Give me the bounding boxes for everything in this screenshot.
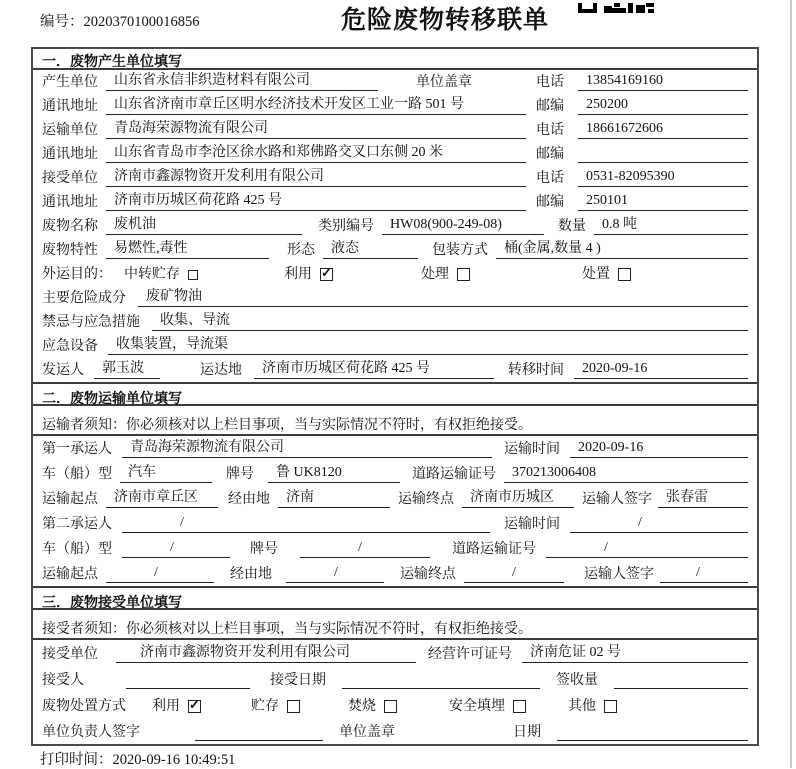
option-utilize: 利用 <box>152 699 180 714</box>
row-emergency-equipment <box>33 334 757 358</box>
quantity-value: 0.8 吨 <box>594 213 748 235</box>
serial-value: 2020370100016856 <box>83 14 200 30</box>
option-landfill: 安全填埋 <box>449 699 505 714</box>
address-value: 山东省济南市章丘区明水经济技术开发区工业一路 501 号 <box>106 93 526 115</box>
destination-value: 济南市历城区荷花路 425 号 <box>254 357 494 379</box>
checkbox-utilize <box>320 268 333 281</box>
zip-value <box>578 161 748 163</box>
option-dispose: 处置 <box>582 267 610 282</box>
route-via-value: 济南 <box>278 486 390 508</box>
accept-unit-label: 接受单位 <box>42 647 98 662</box>
waste-name-label: 废物名称 <box>42 219 98 234</box>
address-value: 山东省青岛市李沧区徐水路和郑佛路交叉口东侧 20 米 <box>106 141 526 163</box>
row-vehicle2 <box>33 536 757 561</box>
producer-value: 山东省永信非织造材料有限公司 <box>106 69 378 91</box>
row-route1 <box>33 486 757 511</box>
section2-header: 二．废物运输单位填写 <box>33 382 757 406</box>
acceptor-value <box>126 687 250 689</box>
packing-label: 包装方式 <box>432 243 488 258</box>
route-start-value: 济南市章丘区 <box>106 486 218 508</box>
checkbox-incinerate <box>384 700 397 713</box>
row-receiver-address <box>33 190 757 214</box>
phone-label: 电话 <box>536 171 564 186</box>
row-waste-name <box>33 214 757 238</box>
destination-label: 运达地 <box>200 363 242 378</box>
unit-seal-label: 单位盖章 <box>339 725 395 740</box>
option-utilize: 利用 <box>284 267 312 282</box>
hazard-label: 主要危险成分 <box>42 291 126 306</box>
row-carrier2 <box>33 511 757 536</box>
acceptor-label: 接受人 <box>42 673 84 688</box>
carrier2-value: / <box>122 515 490 533</box>
transfer-time-value: 2020-09-16 <box>574 361 748 379</box>
traits-label: 废物特性 <box>42 243 98 258</box>
license-value: 济南危证 02 号 <box>522 641 748 663</box>
route-start-value: / <box>106 565 214 583</box>
print-time <box>40 748 235 769</box>
row-transfer-purpose <box>33 262 757 286</box>
packing-value: 桶(金属,数量 4 ) <box>496 237 748 259</box>
checkbox-store <box>287 700 300 713</box>
section3-notice: 接受者须知：你必须核对以上栏目事项，当与实际情况不符时，有权拒绝接受。 <box>33 610 757 640</box>
right-column <box>536 95 748 115</box>
quantity-label: 数量 <box>558 219 586 234</box>
disposal-label: 废物处置方式 <box>42 699 126 714</box>
road-permit-value: / <box>546 540 748 558</box>
form-label: 形态 <box>287 243 315 258</box>
print-time-value: 2020-09-16 10:49:51 <box>112 752 236 768</box>
transporter-label: 运输单位 <box>42 123 98 138</box>
traits-value: 易燃性,毒性 <box>106 237 269 259</box>
checkbox-transit-storage <box>188 270 198 280</box>
right-column <box>536 71 748 91</box>
hazardous-waste-transfer-form <box>31 47 759 746</box>
carrier1-label: 第一承运人 <box>42 442 112 457</box>
route-end-value: / <box>464 565 564 583</box>
row-producer-address <box>33 94 757 118</box>
plate-value: 鲁 UK8120 <box>268 461 400 483</box>
license-label: 经营许可证号 <box>428 647 512 662</box>
row-route2 <box>33 561 757 586</box>
section2-notice: 运输者须知：你必须核对以上栏目事项，当与实际情况不符时，有权拒绝接受。 <box>33 406 757 436</box>
row-responsible-signature <box>33 718 757 744</box>
row-transporter <box>33 118 757 142</box>
carrier-sign-label: 运输人签字 <box>582 492 652 507</box>
row-vehicle1 <box>33 461 757 486</box>
code-value: HW08(900-249-08) <box>382 217 544 235</box>
vehicle-type-label: 车（船）型 <box>42 542 112 557</box>
taboo-label: 禁忌与应急措施 <box>42 315 140 330</box>
carrier-sign-label: 运输人签字 <box>584 567 654 582</box>
row-carrier1 <box>33 436 757 461</box>
transfer-time-label: 转移时间 <box>508 363 564 378</box>
equipment-label: 应急设备 <box>42 339 98 354</box>
address-value: 济南市历城区荷花路 425 号 <box>106 189 526 211</box>
option-other: 其他 <box>568 699 596 714</box>
taboo-value: 收集、导流 <box>152 309 748 331</box>
transport-time-label: 运输时间 <box>504 517 560 532</box>
row-receiver <box>33 166 757 190</box>
row-acceptor <box>33 666 757 692</box>
row-taboo-measures <box>33 310 757 334</box>
route-start-label: 运输起点 <box>42 492 98 507</box>
date-label: 日期 <box>513 725 541 740</box>
route-via-label: 经由地 <box>230 567 272 582</box>
dispatcher-label: 发运人 <box>42 363 84 378</box>
serial-label: 编号： <box>40 14 84 30</box>
page-title: 危险废物转移联单 <box>340 7 549 34</box>
checkbox-utilize <box>188 700 201 713</box>
row-disposal-method <box>33 692 757 718</box>
address-label: 通讯地址 <box>42 195 98 210</box>
accept-unit-value: 济南市鑫源物资开发利用有限公司 <box>116 641 416 663</box>
zip-value: 250200 <box>578 97 748 115</box>
road-permit-label: 道路运输证号 <box>452 542 536 557</box>
producer-label: 产生单位 <box>42 75 98 90</box>
print-time-label: 打印时间： <box>40 752 113 768</box>
scan-page-edge <box>790 0 792 768</box>
phone-value: 0531-82095390 <box>578 169 748 187</box>
plate-label: 牌号 <box>226 467 254 482</box>
address-label: 通讯地址 <box>42 99 98 114</box>
row-transporter-address <box>33 142 757 166</box>
right-column <box>536 119 748 139</box>
purpose-label: 外运目的： <box>42 267 112 282</box>
transport-time-value: 2020-09-16 <box>570 440 748 458</box>
form-value: 液态 <box>323 237 418 259</box>
receiver-label: 接受单位 <box>42 171 98 186</box>
road-permit-value: 370213006408 <box>504 465 748 483</box>
phone-label: 电话 <box>536 75 564 90</box>
section3-header: 三．废物接受单位填写 <box>33 586 757 610</box>
vehicle-type-value: / <box>122 540 230 558</box>
date-value <box>557 739 748 741</box>
waste-name-value: 废机油 <box>106 213 302 235</box>
row-accept-unit <box>33 640 757 666</box>
route-end-label: 运输终点 <box>400 567 456 582</box>
row-waste-traits <box>33 238 757 262</box>
accept-date-value <box>342 687 540 689</box>
hazard-value: 废矿物油 <box>138 285 748 307</box>
option-store: 贮存 <box>251 699 279 714</box>
receiver-value: 济南市鑫源物资开发利用有限公司 <box>106 165 526 187</box>
code-label: 类别编号 <box>318 219 374 234</box>
transporter-value: 青岛海荣源物流有限公司 <box>106 117 526 139</box>
accept-date-label: 接受日期 <box>270 673 326 688</box>
qr-code-fragment-icon <box>578 0 654 18</box>
route-via-label: 经由地 <box>228 492 270 507</box>
checkbox-other <box>604 700 617 713</box>
responsible-sign-label: 单位负责人签字 <box>42 725 140 740</box>
route-end-label: 运输终点 <box>398 492 454 507</box>
section1-header: 一．废物产生单位填写 <box>33 49 757 70</box>
carrier-sign-value: 张春雷 <box>658 486 748 508</box>
carrier1-value: 青岛海荣源物流有限公司 <box>122 436 492 458</box>
transport-time-value: / <box>570 515 748 533</box>
phone-value: 13854169160 <box>578 73 748 91</box>
checkbox-dispose <box>618 268 631 281</box>
equipment-value: 收集装置，导流渠 <box>108 333 748 355</box>
vehicle-type-value: 汽车 <box>120 461 212 483</box>
checkbox-treat <box>457 268 470 281</box>
row-hazard-components <box>33 286 757 310</box>
zip-label: 邮编 <box>536 195 564 210</box>
vehicle-type-label: 车（船）型 <box>42 467 112 482</box>
address-label: 通讯地址 <box>42 147 98 162</box>
option-transit-storage: 中转贮存 <box>124 267 180 282</box>
plate-value: / <box>300 540 430 558</box>
row-dispatch <box>33 358 757 382</box>
option-incinerate: 焚烧 <box>348 699 376 714</box>
option-treat: 处理 <box>421 267 449 282</box>
phone-label: 电话 <box>536 123 564 138</box>
route-start-label: 运输起点 <box>42 567 98 582</box>
seal-label: 单位盖章 <box>416 75 472 90</box>
route-end-value: 济南市历城区 <box>462 486 574 508</box>
carrier-sign-value: / <box>660 565 748 583</box>
road-permit-label: 道路运输证号 <box>412 467 496 482</box>
zip-label: 邮编 <box>536 147 564 162</box>
checkbox-landfill <box>513 700 526 713</box>
receipt-qty-label: 签收量 <box>556 673 598 688</box>
carrier2-label: 第二承运人 <box>42 517 112 532</box>
phone-value: 18661672606 <box>578 121 748 139</box>
right-column <box>536 143 748 163</box>
zip-label: 邮编 <box>536 99 564 114</box>
serial-number <box>40 10 200 31</box>
route-via-value: / <box>286 565 384 583</box>
transport-time-label: 运输时间 <box>504 442 560 457</box>
responsible-sign-value <box>195 739 323 741</box>
receipt-qty-value <box>614 687 748 689</box>
dispatcher-value: 郭玉波 <box>94 357 160 379</box>
right-column <box>536 167 748 187</box>
right-column <box>536 191 748 211</box>
plate-label: 牌号 <box>250 542 278 557</box>
zip-value: 250101 <box>578 193 748 211</box>
row-producer <box>33 70 757 94</box>
